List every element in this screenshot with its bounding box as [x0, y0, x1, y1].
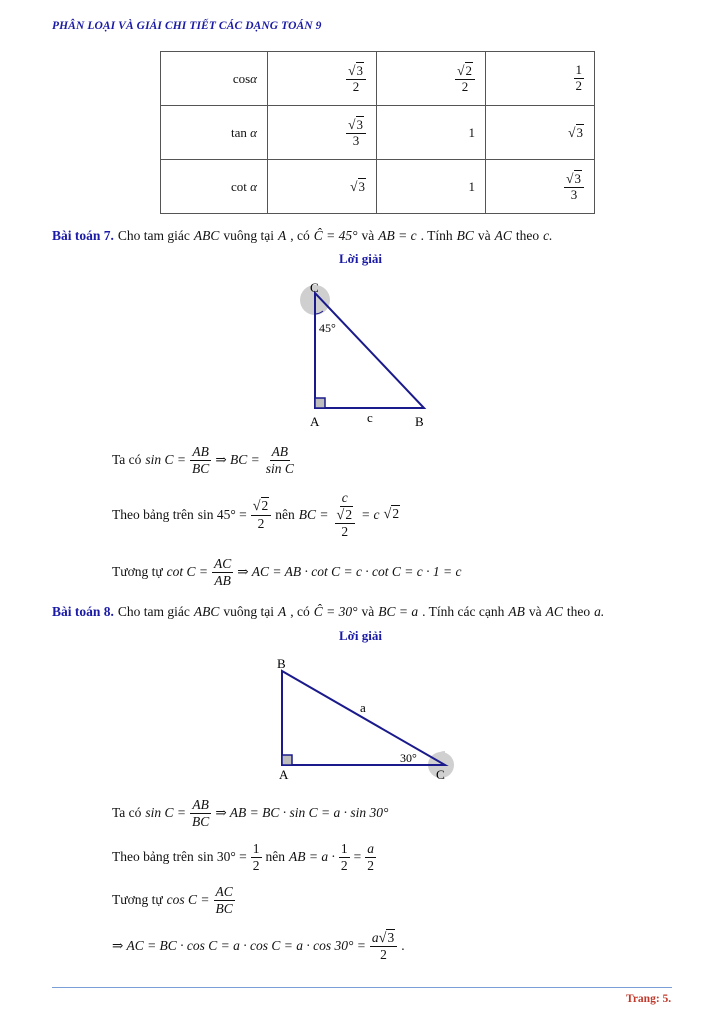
- trig-table: [160, 51, 595, 214]
- triangle-figure-7: [290, 276, 440, 431]
- table-row: [161, 160, 595, 214]
- footer-divider: [52, 987, 672, 988]
- p8-line-2: Theo bảng trên sin 30° = $\frac{1}{2}$ nên AB = a · $\frac{1}{2}$ = $\frac{a}{2}$: [112, 841, 374, 873]
- table-cell: $\frac{√3}{3}$: [486, 160, 595, 214]
- side-label-a: a: [360, 700, 366, 715]
- p8-line-3: Tương tự cos C = $\frac{AC}{BC}$: [112, 884, 233, 916]
- problem-7-statement: Bài toán 7. Cho tam giác ABC vuông tại A , có Ĉ = 45° và AB = c . Tính BC và AC theo c.: [52, 228, 553, 243]
- problem-8-statement: Bài toán 8. Cho tam giác ABC vuông tại A , có Ĉ = 30° và BC = a . Tính các cạnh AB và AC theo a.: [52, 604, 605, 619]
- p8-line-1: Ta có sin C = $\frac{AB}{BC}$ ⇒ AB = BC · sin C = a · sin 30°: [112, 797, 389, 829]
- table-cell: $\frac{√3}{3}$: [268, 106, 377, 160]
- triangle-figure-8: [270, 654, 460, 784]
- table-cell: √3: [268, 160, 377, 214]
- table-cell: tan α: [161, 106, 268, 160]
- table-cell: 1: [377, 160, 486, 214]
- right-angle-mark: [282, 755, 292, 765]
- running-header: PHÂN LOẠI VÀ GIẢI CHI TIẾT CÁC DẠNG TOÁN 9: [52, 20, 322, 32]
- p7-line-1: Ta có sin C = $\frac{AB}{BC}$ ⇒ BC = $\frac{AB}{\text{sin C}}$: [112, 444, 294, 476]
- page-number: Trang: 5.: [626, 993, 672, 1005]
- table-cell: 1: [377, 106, 486, 160]
- table-cell: $\frac{√2}{2}$: [377, 52, 486, 106]
- vertex-label-C: C: [436, 767, 445, 782]
- p7-line-3: Tương tự cot C = $\frac{AC}{AB}$ ⇒ AC = AB · cot C = c · cot C = c · 1 = c: [112, 556, 462, 588]
- angle-label: 30°: [400, 751, 417, 765]
- table-cell: cot α: [161, 160, 268, 214]
- triangle: [315, 293, 424, 408]
- vertex-label-A: A: [279, 767, 289, 782]
- triangle: [282, 671, 445, 765]
- table-cell: cosα: [161, 52, 268, 106]
- table-cell: $\frac{√3}{2}$: [268, 52, 377, 106]
- solution-heading: Lời giải: [339, 251, 382, 266]
- p7-line-2: Theo bảng trên sin 45° = $\frac{√2}{2}$ nên BC = $\frac{c}{\frac{√2}{2}}$ = c √2: [112, 490, 400, 539]
- table-row: [161, 106, 595, 160]
- angle-label: 45°: [319, 321, 336, 335]
- table-cell: $\frac{1}{2}$: [486, 52, 595, 106]
- vertex-label-C: C: [310, 280, 319, 295]
- p8-line-4: ⇒ AC = BC · cos C = a · cos C = a · cos 30° = $\frac{a√3}{2}$ .: [112, 930, 405, 963]
- vertex-label-B: B: [277, 656, 286, 671]
- table-cell: √3: [486, 106, 595, 160]
- vertex-label-B: B: [415, 414, 424, 429]
- solution-heading: Lời giải: [339, 628, 382, 643]
- side-label-c: c: [367, 410, 373, 425]
- right-angle-mark: [315, 398, 325, 408]
- vertex-label-A: A: [310, 414, 320, 429]
- table-row: [161, 52, 595, 106]
